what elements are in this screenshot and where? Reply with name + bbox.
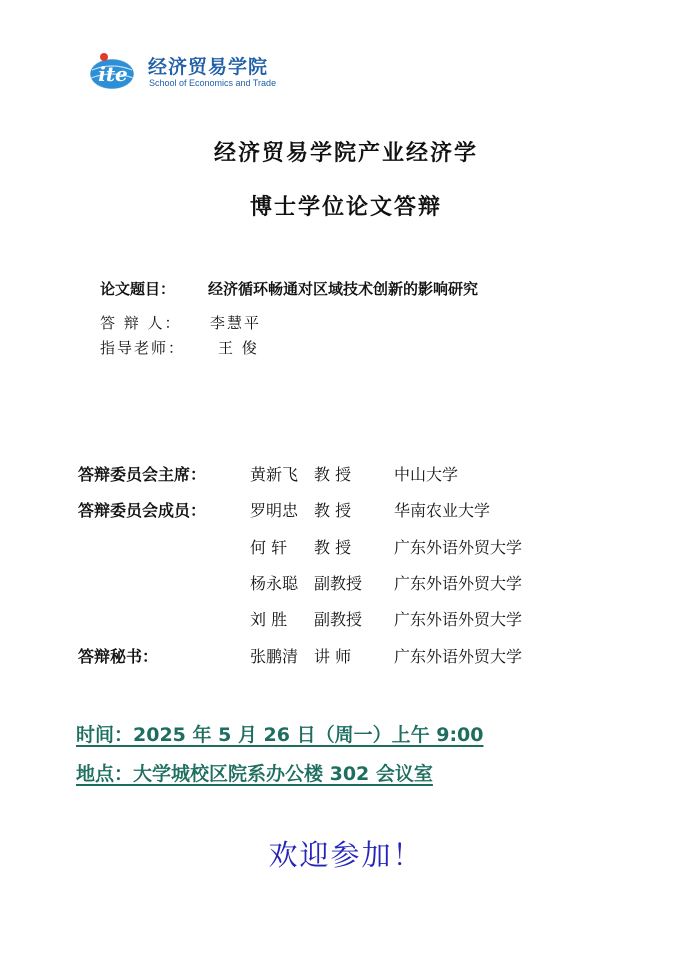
committee-title: 讲 师	[314, 647, 352, 666]
advisor-row	[100, 337, 259, 358]
committee-name: 黄新飞	[250, 465, 299, 484]
committee-affiliation: 广东外语外贸大学	[394, 538, 523, 557]
school-name-cn: 经济贸易学院	[148, 56, 269, 78]
committee-affiliation: 广东外语外贸大学	[394, 647, 523, 666]
committee-name: 何 轩	[250, 538, 288, 557]
committee-affiliation: 华南农业大学	[394, 501, 491, 520]
school-logo	[86, 46, 316, 96]
defender-label: 答 辩 人：	[100, 314, 182, 332]
advisor-value: 王 俊	[218, 339, 259, 357]
thesis-value: 经济循环畅通对区域技术创新的影响研究	[208, 280, 479, 298]
committee-title: 教 授	[314, 501, 352, 520]
page-title-line-2: 博士学位论文答辩	[249, 194, 442, 220]
committee-title: 教 授	[314, 538, 352, 557]
committee-affiliation: 中山大学	[394, 465, 459, 484]
committee-title: 副教授	[314, 610, 363, 629]
committee-role: 答辩委员会主席：	[78, 465, 207, 484]
school-emblem-icon	[86, 48, 144, 92]
committee-role: 答辩秘书：	[78, 647, 159, 666]
thesis-title-row	[100, 278, 478, 299]
defense-location: 地点：大学城校区院系办公楼 302 会议室	[76, 763, 433, 785]
committee-affiliation: 广东外语外贸大学	[394, 610, 523, 629]
page-title-line-1: 经济贸易学院产业经济学	[213, 140, 478, 166]
committee-name: 罗明忠	[250, 501, 299, 520]
logo-mark-text: ite	[98, 62, 128, 86]
committee-name: 刘 胜	[250, 610, 288, 629]
defender-row	[100, 312, 261, 333]
thesis-label: 论文题目：	[100, 280, 176, 298]
welcome-message: 欢迎参加！	[268, 838, 424, 872]
committee-name: 张鹏清	[250, 647, 299, 666]
committee-title: 副教授	[314, 574, 363, 593]
committee-title: 教 授	[314, 465, 352, 484]
defense-time: 时间：2025 年 5 月 26 日（周一）上午 9:00	[76, 724, 484, 746]
school-name-en: School of Economics and Trade	[149, 78, 277, 88]
committee-affiliation: 广东外语外贸大学	[394, 574, 523, 593]
committee-name: 杨永聪	[250, 574, 299, 593]
committee-role: 答辩委员会成员：	[78, 501, 207, 520]
advisor-label: 指导老师：	[100, 339, 186, 357]
defender-value: 李慧平	[210, 314, 262, 332]
